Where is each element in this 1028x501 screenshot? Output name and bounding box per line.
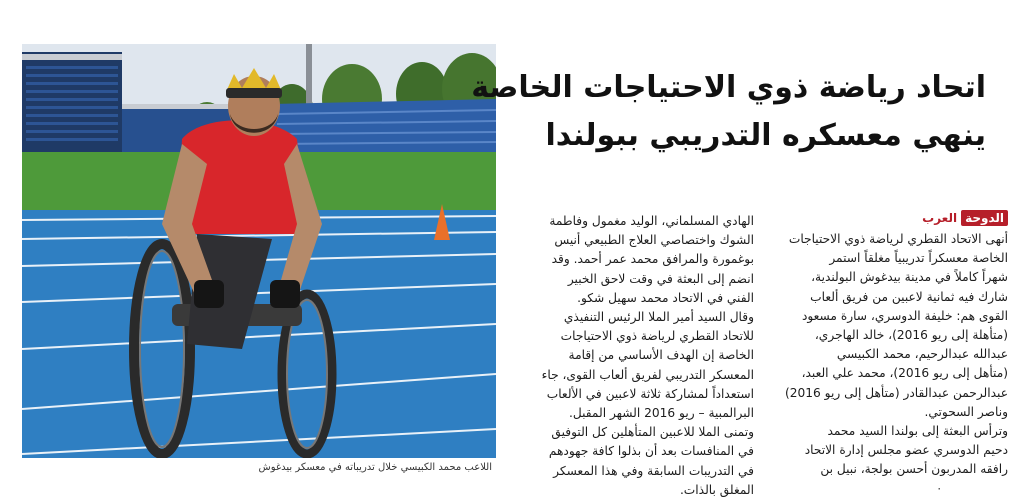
text-line: الخاصة معسكراً تدريبياً مغلقاً استمر — [829, 251, 1008, 266]
text-line: بوغمورة والمرافق محمد عمر أحمد. وقد — [551, 252, 754, 267]
text-line: استعداداً لمشاركة ثلاثة لاعبين في الألعاب — [546, 386, 754, 401]
source-city: الدوحة — [961, 210, 1008, 226]
text-line: أنهى الاتحاد القطري لرياضة ذوي الاحتياجات — [788, 232, 1008, 246]
text-line: وقال السيد أمير الملا الرئيس التنفيذي — [563, 310, 754, 325]
body-column-left — [506, 212, 754, 500]
text-line: القوى هم: خليفة الدوسري، سارة مسعود — [801, 308, 1008, 323]
text-line: رافقه المدربون أحسن بولجة، نبيل بن — [820, 462, 1008, 477]
page-mark: ٠ — [936, 481, 943, 495]
text-line: شهراً كاملاً في مدينة بيدغوش البولندية، — [811, 270, 1008, 285]
text-line: في المنافسات بعد أن بذلوا كافة جهودهم — [548, 444, 754, 459]
source-badge — [922, 210, 1008, 226]
text-line: عبدالله عبدالرحيم، محمد الكبيسي — [836, 347, 1008, 362]
text-line: المغلق بالذات. — [679, 482, 754, 497]
stadium-stands-right — [122, 99, 496, 154]
text-line: الخاصة إن الهدف الأساسي من إقامة — [568, 348, 754, 363]
text-line: (متأهل إلى ريو 2016)، محمد علي العبد، — [801, 366, 1008, 381]
text-line: شارك فيه ثمانية لاعبين من فريق ألعاب — [810, 289, 1008, 304]
text-line: المعسكر التدريبي لفريق ألعاب القوى، جاء — [541, 367, 754, 382]
athlete-photo-illustration — [22, 44, 496, 458]
text-line: وناصر السحوتي. — [924, 404, 1008, 419]
article-photo — [22, 44, 496, 458]
headline-line: اتحاد رياضة ذوي الاحتياجات الخاصة — [471, 70, 986, 105]
text-line: وترأس البعثة إلى بولندا السيد محمد — [827, 424, 1008, 439]
text-line: الشوك واختصاصي العلاج الطبيعي أنيس — [554, 233, 754, 248]
text-line: عبدالرحمن عبدالقادر (متأهل إلى ريو 2016) — [785, 385, 1008, 400]
photo-caption: اللاعب محمد الكبيسي خلال تدريباته في معسكر بيدغوش — [258, 462, 492, 473]
source-newspaper: العرب — [922, 211, 958, 225]
text-line: انضم إلى البعثة في وقت لاحق الخبير — [567, 271, 754, 286]
text-line: للاتحاد القطري لرياضة ذوي الاحتياجات — [560, 329, 754, 344]
text-line: دحيم الدوسري عضو مجلس إدارة الاتحاد — [804, 443, 1008, 458]
headline-line: ينهي معسكره التدريبي ببولندا — [545, 118, 986, 153]
text-line: الهادي المسلماني، الوليد مغمول وفاطمة — [549, 214, 754, 228]
text-line: وتمنى الملا للاعبين المتأهلين كل التوفيق — [551, 425, 754, 440]
text-line: البرالمبية – ريو 2016 الشهر المقبل. — [568, 406, 754, 421]
stadium-stands-left — [22, 52, 122, 156]
text-line: الفني في الاتحاد محمد سهيل شكو. — [577, 290, 754, 305]
body-column-right — [760, 230, 1008, 480]
text-line: (متأهلة إلى ريو 2016)، خالد الهاجري، — [814, 328, 1008, 343]
text-line: في التدريبات السابقة وفي هذا المعسكر — [553, 463, 754, 478]
article-headline — [471, 64, 986, 160]
